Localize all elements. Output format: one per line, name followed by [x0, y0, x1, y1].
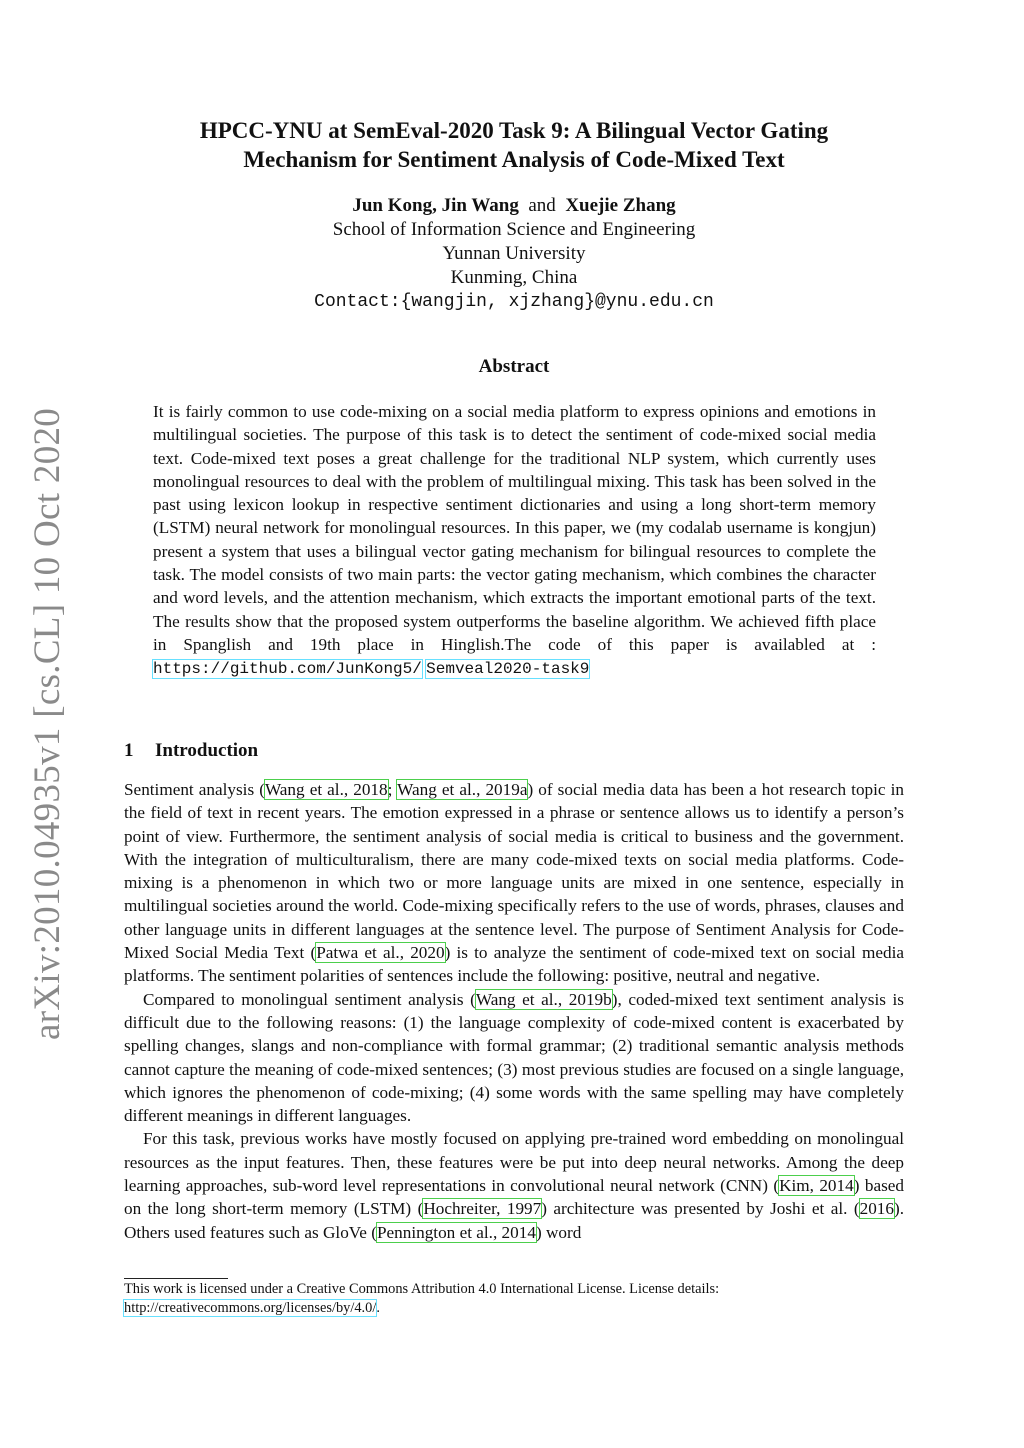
- citation-link[interactable]: Patwa et al., 2020: [316, 943, 445, 963]
- abstract-body: It is fairly common to use code-mixing on a social media platform to express opinions and emotions in multilingual societies. The purpose of this task is to detect the sentiment of code-mixed social media text. Code-mixed text poses a great challenge for the traditional NLP system, which currently uses monolingual resources to deal with the problem of multilingual mixing. This task has been solved in the past using lexicon lookup in respective sentiment dictionaries and using a long short-term memory (LSTM) neural network for monolingual resources. In this paper, we (my codalab username is kongjun) present a system that uses a bilingual vector gating mechanism for bilingual resources to complete the task. The model consists of two main parts: the vector gating mechanism, which combines the character and word levels, and the attention mechanism, which extracts the important emotional parts of the text. The results show that the proposed system outperforms the baseline algorithm. We achieved fifth place in Spanglish and 19th place in Hinglish.The code of this paper is availabled at :: [153, 402, 876, 654]
- text-run: ;: [387, 780, 398, 799]
- citation-link[interactable]: Kim, 2014: [779, 1176, 854, 1196]
- citation-link[interactable]: Wang et al., 2019b: [475, 989, 612, 1009]
- affiliation-school: School of Information Science and Engineering: [332, 219, 696, 240]
- authors-first: Jun Kong, Jin Wang: [352, 195, 519, 216]
- introduction-body: [124, 778, 904, 1244]
- title-line-2: Mechanism for Sentiment Analysis of Code-Mixed Text: [243, 147, 785, 172]
- citation-link[interactable]: Wang et al., 2019a: [397, 780, 528, 799]
- code-link-part-2[interactable]: Semveal2020-task9: [426, 660, 590, 679]
- license-link[interactable]: http://creativecommons.org/licenses/by/4.0/: [124, 1300, 377, 1316]
- text-run: ) is to analyze the sentiment of code-mixed text on social media platforms. The sentiment polarities of sentences include the following: positive, neutral and negative.: [124, 943, 905, 986]
- author-names: [100, 194, 928, 218]
- paragraph-2: [124, 988, 904, 1128]
- text-run: ), coded-mixed text sentiment analysis is difficult due to the following reasons: (1) the language complexity of code-mixed content is exacerbated by spelling changes, slangs and non-compliance with formal grammar; (2) traditional semantic analysis methods cannot capture the meaning of code-mixed sentences; (3) most previous studies are focused on a single language, which ignores the phenomenon of code-mixing; (4) some words with the same spelling may have completely different meanings in different languages.: [124, 989, 904, 1126]
- affiliation-university: Yunnan University: [442, 243, 586, 264]
- text-run: ) architecture was presented by Joshi et al. (: [541, 1199, 860, 1219]
- paragraph-3: [124, 1127, 904, 1243]
- title-line-1: HPCC-YNU at SemEval-2020 Task 9: A Bilingual Vector Gating: [199, 118, 829, 143]
- section-title: Introduction: [155, 740, 259, 761]
- code-link-part-1[interactable]: https://github.com/JunKong5/: [153, 660, 422, 679]
- footnote-end: .: [376, 1300, 380, 1316]
- citation-link[interactable]: 2016: [859, 1199, 894, 1219]
- author-block: [100, 194, 928, 314]
- footnote-rule: [124, 1278, 228, 1279]
- text-run: ) word: [535, 1222, 582, 1242]
- authors-and: and: [528, 195, 556, 216]
- footnote-text: This work is licensed under a Creative Commons Attribution 4.0 International License. License details:: [124, 1281, 720, 1297]
- text-run: Sentiment analysis (: [124, 780, 265, 799]
- abstract-heading: Abstract: [478, 356, 550, 377]
- authors-last: Xuejie Zhang: [565, 195, 676, 216]
- section-number: 1: [124, 740, 134, 761]
- arxiv-identifier: arXiv:2010.04935v1 [cs.CL] 10 Oct 2020: [26, 407, 68, 1040]
- footnote: [124, 1280, 904, 1318]
- text-run: ) based on the long short-term memory (LSTM) (: [124, 1176, 904, 1219]
- text-run: ). Others used features such as GloVe (: [124, 1199, 904, 1242]
- affiliation-location: Kunming, China: [450, 267, 578, 288]
- citation-link[interactable]: Pennington et al., 2014: [376, 1222, 536, 1242]
- paper-title: [100, 116, 928, 174]
- text-run: Compared to monolingual sentiment analysis (: [143, 989, 476, 1009]
- section-heading: [124, 740, 258, 762]
- citation-link[interactable]: Wang et al., 2018: [264, 780, 388, 799]
- text-run: For this task, previous works have mostly focused on applying pre-trained word embedding on monolingual resources as the input features. Then, these features were be put into deep neural networks. Among the deep learning approaches, sub-word level representations in convolutional neural network (CNN) (: [124, 1129, 904, 1196]
- citation-link[interactable]: Hochreiter, 1997: [423, 1199, 542, 1219]
- paragraph-1: [124, 778, 904, 988]
- abstract-text: [153, 400, 876, 682]
- contact-email: Contact:{wangjin, xjzhang}@ynu.edu.cn: [314, 292, 714, 312]
- text-run: ) of social media data has been a hot research topic in the field of text in recent years. The emotion expressed in a phrase or sentence allows us to identify a person’s point of view. Furthermore, the sentiment analysis of social media is critical to business and the government. With the integration of multiculturalism, there are many code-mixed texts on social media platforms. Code-mixing is a phenomenon in which two or more language units are mixed in one sentence, especially in multilingual societies around the world. Code-mixing specifically refers to the use of words, phrases, clauses and other language units in different languages at the sentence level. The purpose of Sentiment Analysis for Code-Mixed Social Media Text (: [124, 780, 904, 963]
